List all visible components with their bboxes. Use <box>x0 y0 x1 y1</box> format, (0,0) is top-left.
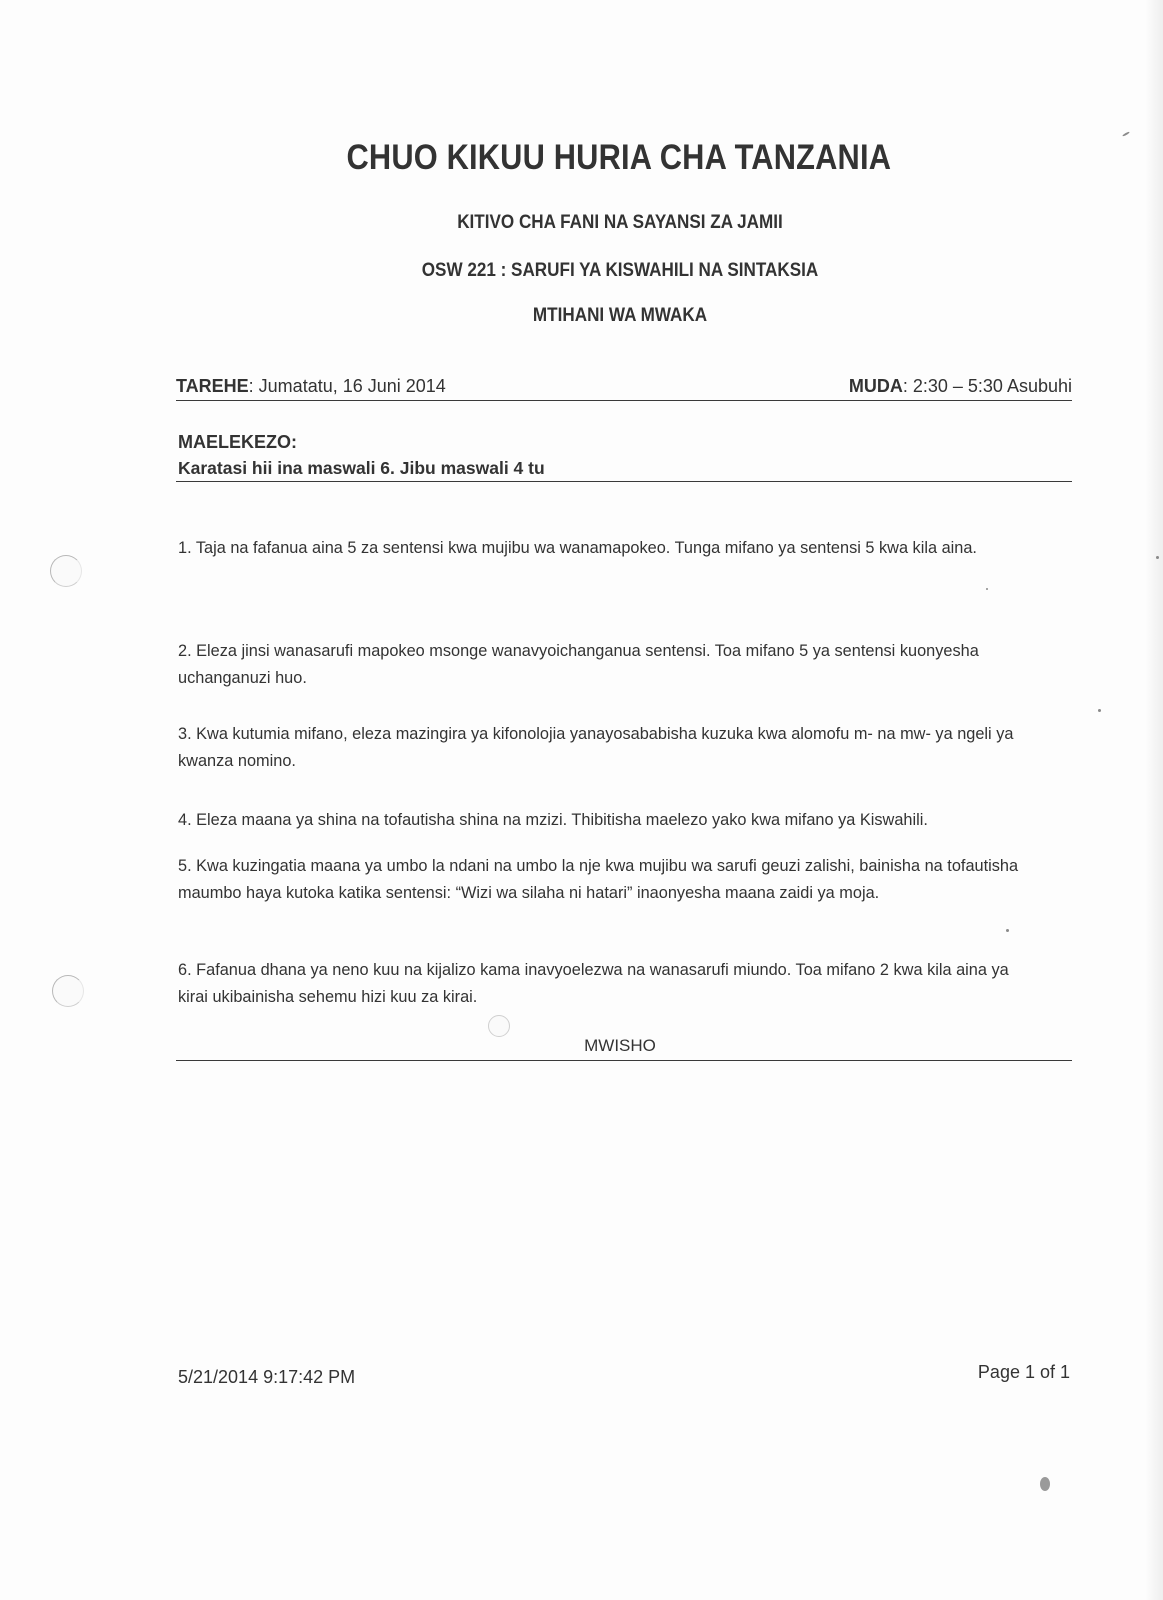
divider <box>176 481 1072 482</box>
course-heading: OSW 221 : SARUFI YA KISWAHILI NA SINTAKSIA <box>421 260 819 281</box>
divider <box>176 1060 1072 1061</box>
question-item: 4. Eleza maana ya shina na tofautisha shina na mzizi. Thibitisha maelezo yako kwa mifano ya Kiswahili. <box>178 810 928 829</box>
exam-type-heading: MTIHANI WA MWAKA <box>532 305 708 326</box>
punch-hole-icon <box>50 555 82 587</box>
time-field <box>849 376 1072 397</box>
date-value: : Jumatatu, 16 Juni 2014 <box>248 376 446 396</box>
page-number: Page 1 of 1 <box>977 1362 1070 1382</box>
question-item: 2. Eleza jinsi wanasarufi mapokeo msonge wanavyoichanganua sentensi. Toa mifano 5 ya sentensi kuonyesha uchanganuzi huo. <box>178 641 979 687</box>
scan-speck <box>1098 709 1101 712</box>
question-item: 5. Kwa kuzingatia maana ya umbo la ndani na umbo la nje kwa mujibu wa sarufi geuzi zalishi, bainisha na tofautisha maumbo haya kutoka katika sentensi: “Wizi wa silaha ni hatari” inaonyesha maana zaidi ya moja. <box>178 856 1019 902</box>
scan-speck <box>1006 929 1009 932</box>
time-label: MUDA <box>848 376 903 396</box>
question-item: 3. Kwa kutumia mifano, eleza mazingira ya kifonolojia yanayosababisha kuzuka kwa alomofu m- na mw- ya ngeli ya kwanza nomino. <box>178 724 1014 770</box>
scan-speck <box>1156 556 1159 559</box>
time-value: : 2:30 – 5:30 Asubuhi <box>902 376 1072 396</box>
faculty-heading: KITIVO CHA FANI NA SAYANSI ZA JAMII <box>457 212 783 233</box>
university-title: CHUO KIKUU HURIA CHA TANZANIA <box>346 138 892 177</box>
question-item: 1. Taja na fafanua aina 5 za sentensi kwa mujibu wa wanamapokeo. Tunga mifano ya sentensi 5 kwa kila aina. <box>178 538 977 557</box>
scan-speck <box>1040 1477 1050 1491</box>
question-item: 6. Fafanua dhana ya neno kuu na kijalizo kama inavyoelezwa na wanasarufi miundo. Toa mifano 2 kwa kila aina ya kirai ukibainisha sehemu hizi kuu za kirai. <box>178 960 1009 1006</box>
exam-meta-row <box>176 376 1072 400</box>
date-label: TAREHE <box>176 376 249 396</box>
print-timestamp: 5/21/2014 9:17:42 PM <box>178 1367 356 1387</box>
scan-speck <box>1122 131 1130 137</box>
instructions-text: Karatasi hii ina maswali 6. Jibu maswali 4 tu <box>178 458 545 478</box>
end-mark: MWISHO <box>584 1036 656 1055</box>
divider <box>176 400 1072 401</box>
scan-edge-shadow <box>1145 0 1163 1600</box>
date-field <box>176 376 446 397</box>
scan-speck <box>986 588 988 590</box>
punch-hole-icon <box>488 1015 510 1037</box>
punch-hole-icon <box>52 975 84 1007</box>
instructions-heading: MAELEKEZO: <box>178 432 297 452</box>
